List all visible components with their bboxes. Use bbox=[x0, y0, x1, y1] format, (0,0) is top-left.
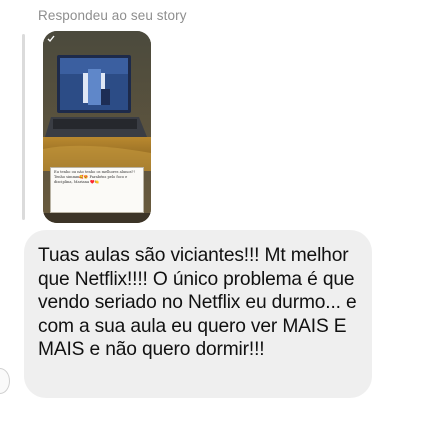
story-note-card: Eu tenho ou não tenho os melhores alunos?! Tenho simmm🥰😍 Parabéns pelo foco e disciplina, Mariana ♥️🍋 bbox=[50, 167, 144, 213]
story-thumbnail[interactable] bbox=[43, 31, 151, 223]
message-text: Tuas aulas são viciantes!!! Mt melhor que Netflix!!!! O único problema é que vendo seriado no Netflix eu durmo... e com a sua aula eu quero ver MAIS E MAIS e não quero dormir!!! bbox=[38, 245, 357, 360]
reply-header: Respondeu ao seu story bbox=[38, 8, 187, 23]
sender-avatar[interactable] bbox=[0, 368, 10, 394]
reply-indicator-bar bbox=[22, 34, 25, 220]
message-bubble[interactable] bbox=[24, 230, 372, 398]
